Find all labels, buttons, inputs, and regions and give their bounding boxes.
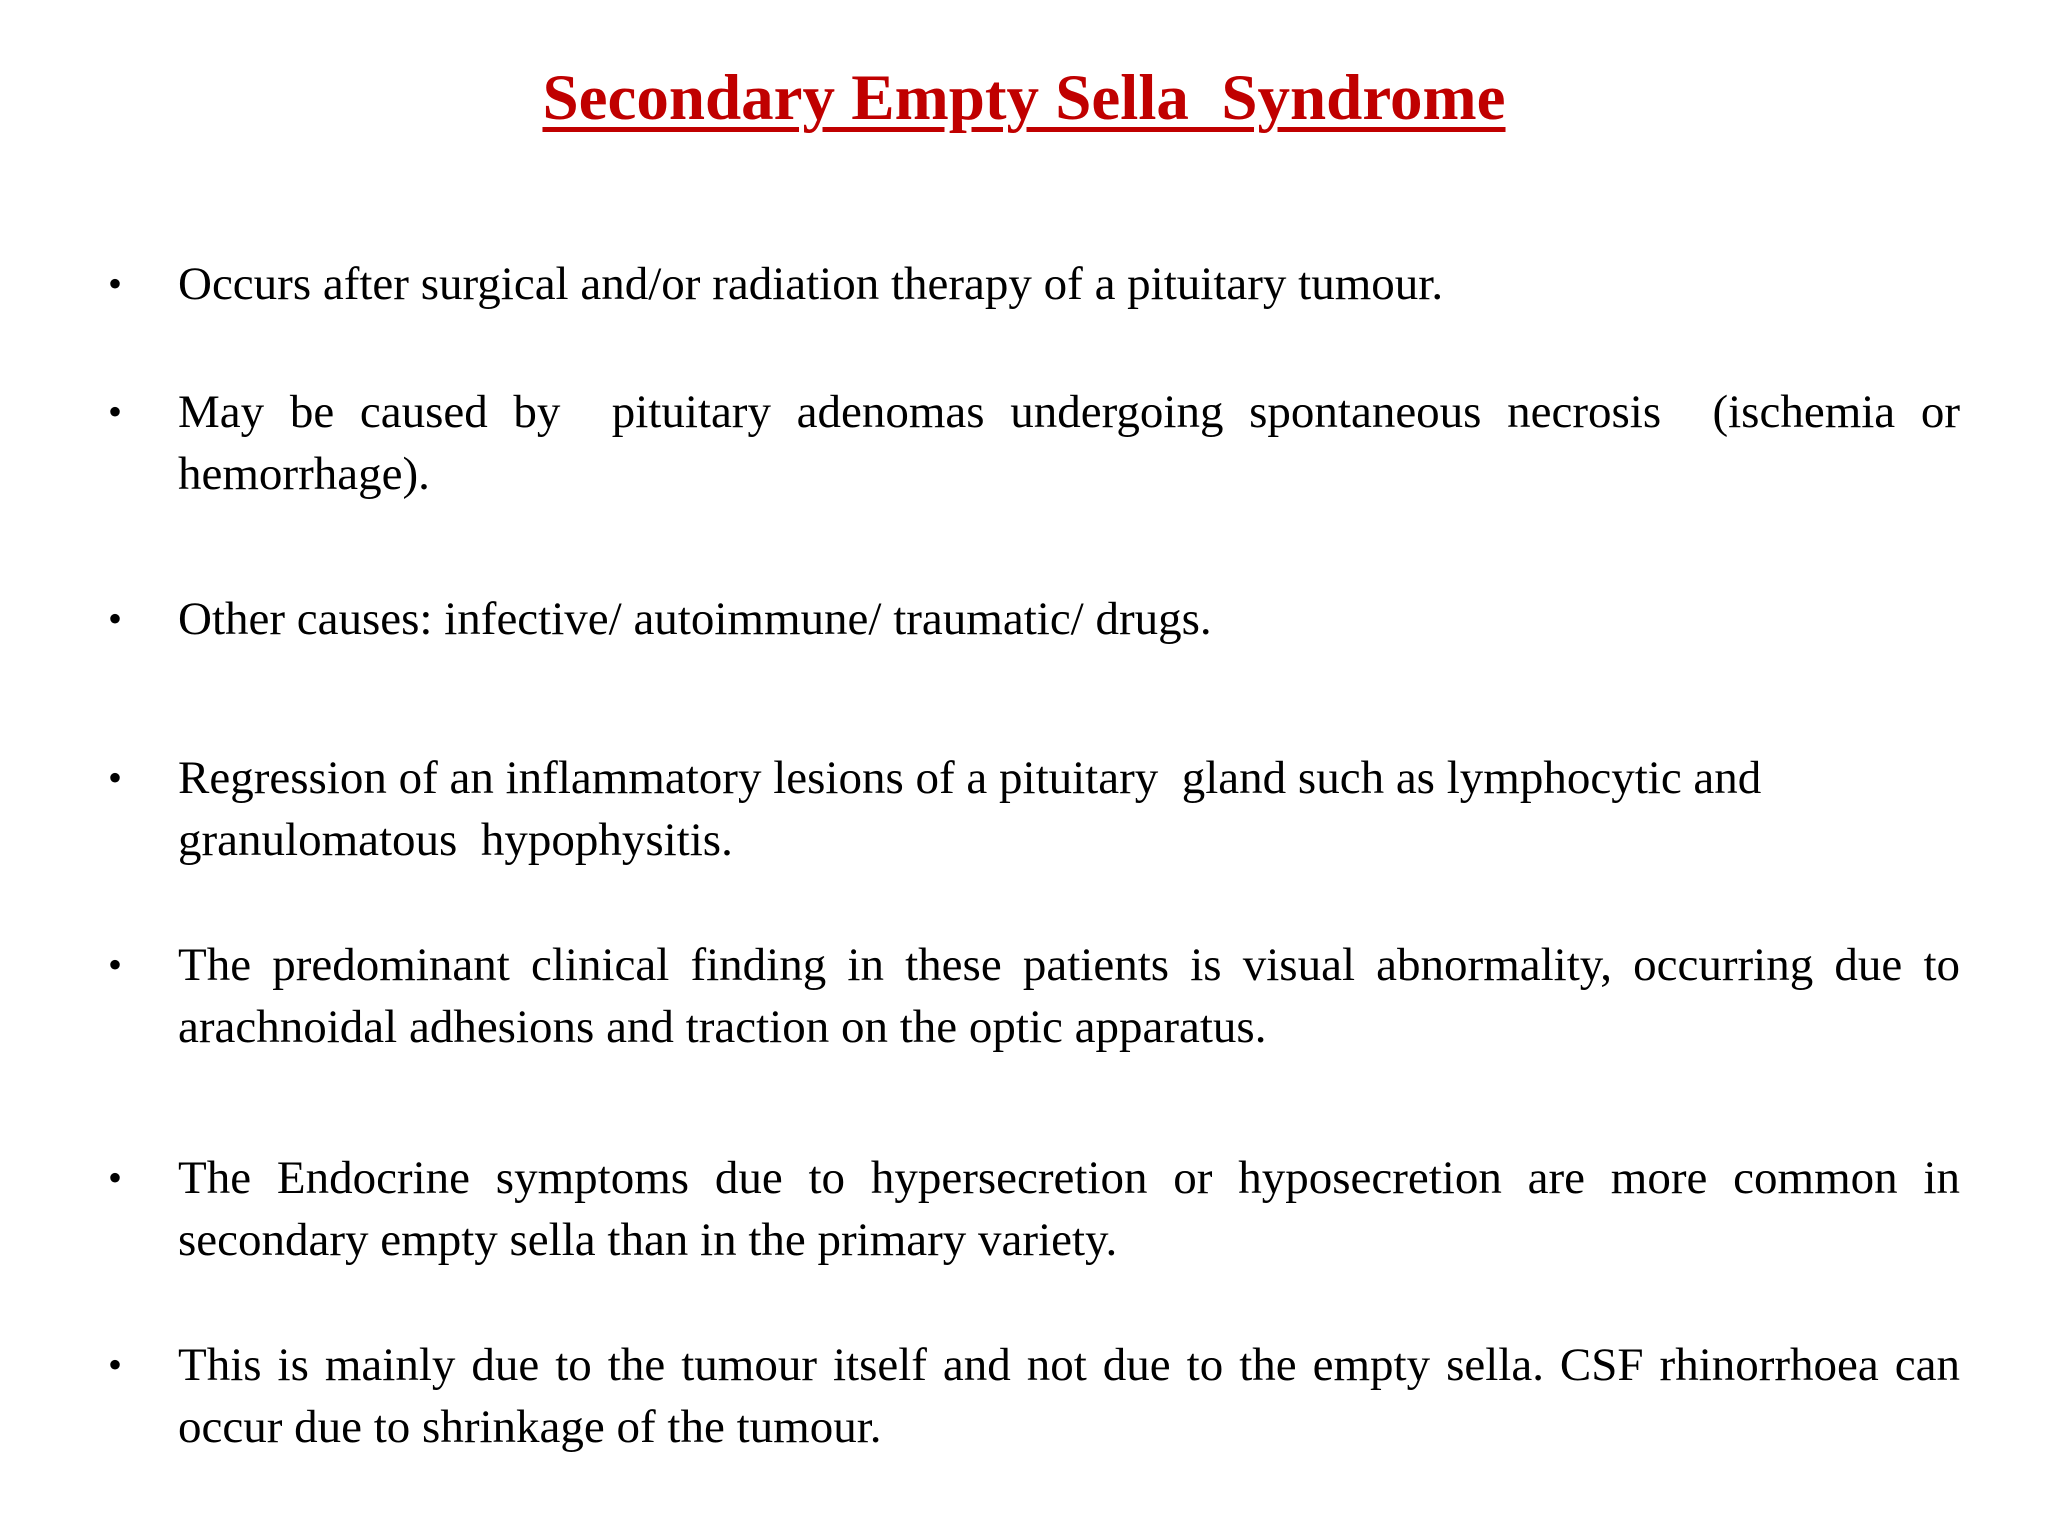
bullet-text: The predominant clinical finding in these patients is visual abnormality, occurring due to arachnoidal adhesions and traction on the optic apparatus. xyxy=(178,939,1972,1053)
bullet-marker: • xyxy=(108,942,123,987)
slide-title: Secondary Empty Sella Syndrome xyxy=(542,62,1506,134)
bullet-text: The Endocrine symptoms due to hypersecretion or hyposecretion are more common in secondary empty sella than in the primary variety. xyxy=(178,1152,1972,1266)
bullet-marker: • xyxy=(108,1155,123,1200)
bullet-marker: • xyxy=(108,389,123,434)
bullet-marker: • xyxy=(108,596,123,641)
bullet-text: This is mainly due to the tumour itself and not due to the empty sella. CSF rhinorrhoea can occur due to shrinkage of the tumour. xyxy=(178,1339,1972,1453)
bullet-marker: • xyxy=(108,261,123,306)
bullet-marker: • xyxy=(108,755,123,800)
bullet-text: May be caused by pituitary adenomas undergoing spontaneous necrosis (ischemia or hemorrhage). xyxy=(178,386,1972,500)
bullet-marker: • xyxy=(108,1342,123,1387)
bullet-text: Other causes: infective/ autoimmune/ traumatic/ drugs. xyxy=(178,593,1212,645)
bullet-text: Regression of an inflammatory lesions of a pituitary gland such as lymphocytic and granulomatous hypophysitis. xyxy=(178,752,1774,866)
bullet-text: Occurs after surgical and/or radiation therapy of a pituitary tumour. xyxy=(178,258,1444,310)
